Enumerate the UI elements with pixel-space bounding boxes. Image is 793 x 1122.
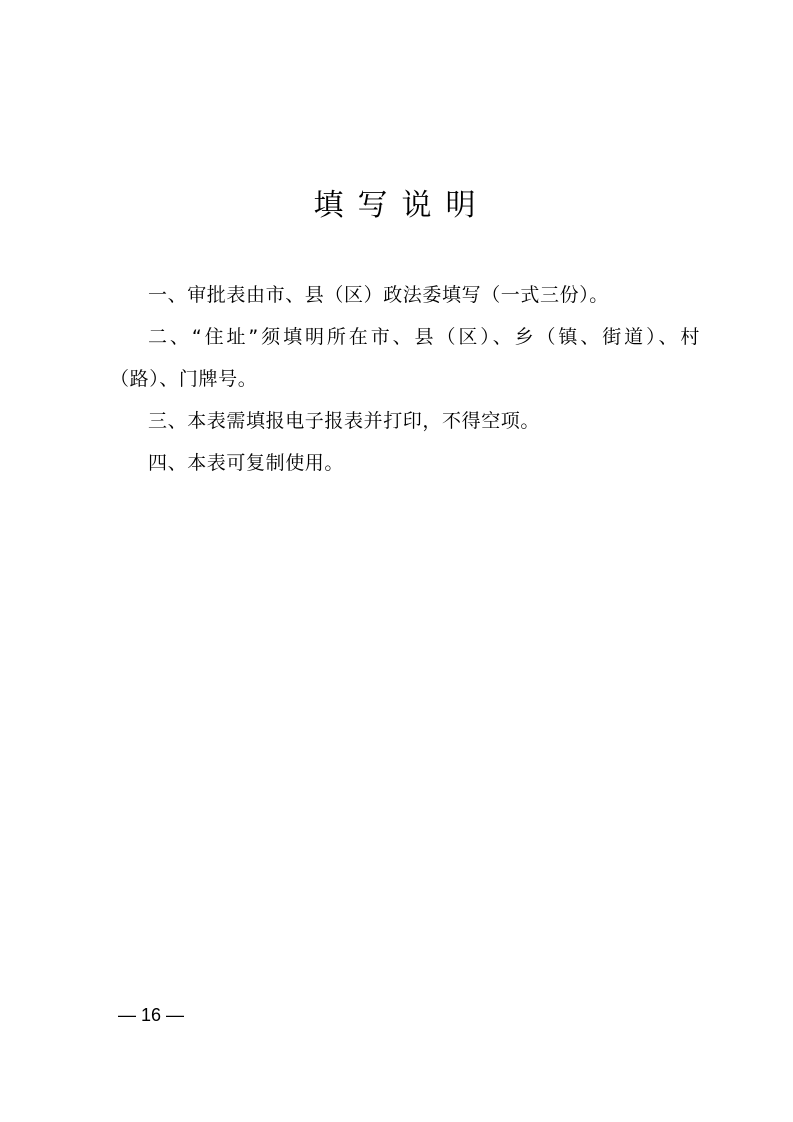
instruction-item-2: 二、“住址”须填明所在市、县（区）、乡（镇、街道）、村（路）、门牌号。 <box>110 326 700 390</box>
instruction-item-3: 三、本表需填报电子报表并打印，不得空项。 <box>148 410 541 432</box>
document-title: 填写说明 <box>313 188 490 223</box>
instruction-item-1: 一、审批表由市、县（区）政法委填写（一式三份）。 <box>148 284 609 306</box>
instruction-item-4: 四、本表可复制使用。 <box>148 452 345 474</box>
instructions-body <box>110 274 700 484</box>
page-number: — 16 — <box>118 1005 185 1025</box>
